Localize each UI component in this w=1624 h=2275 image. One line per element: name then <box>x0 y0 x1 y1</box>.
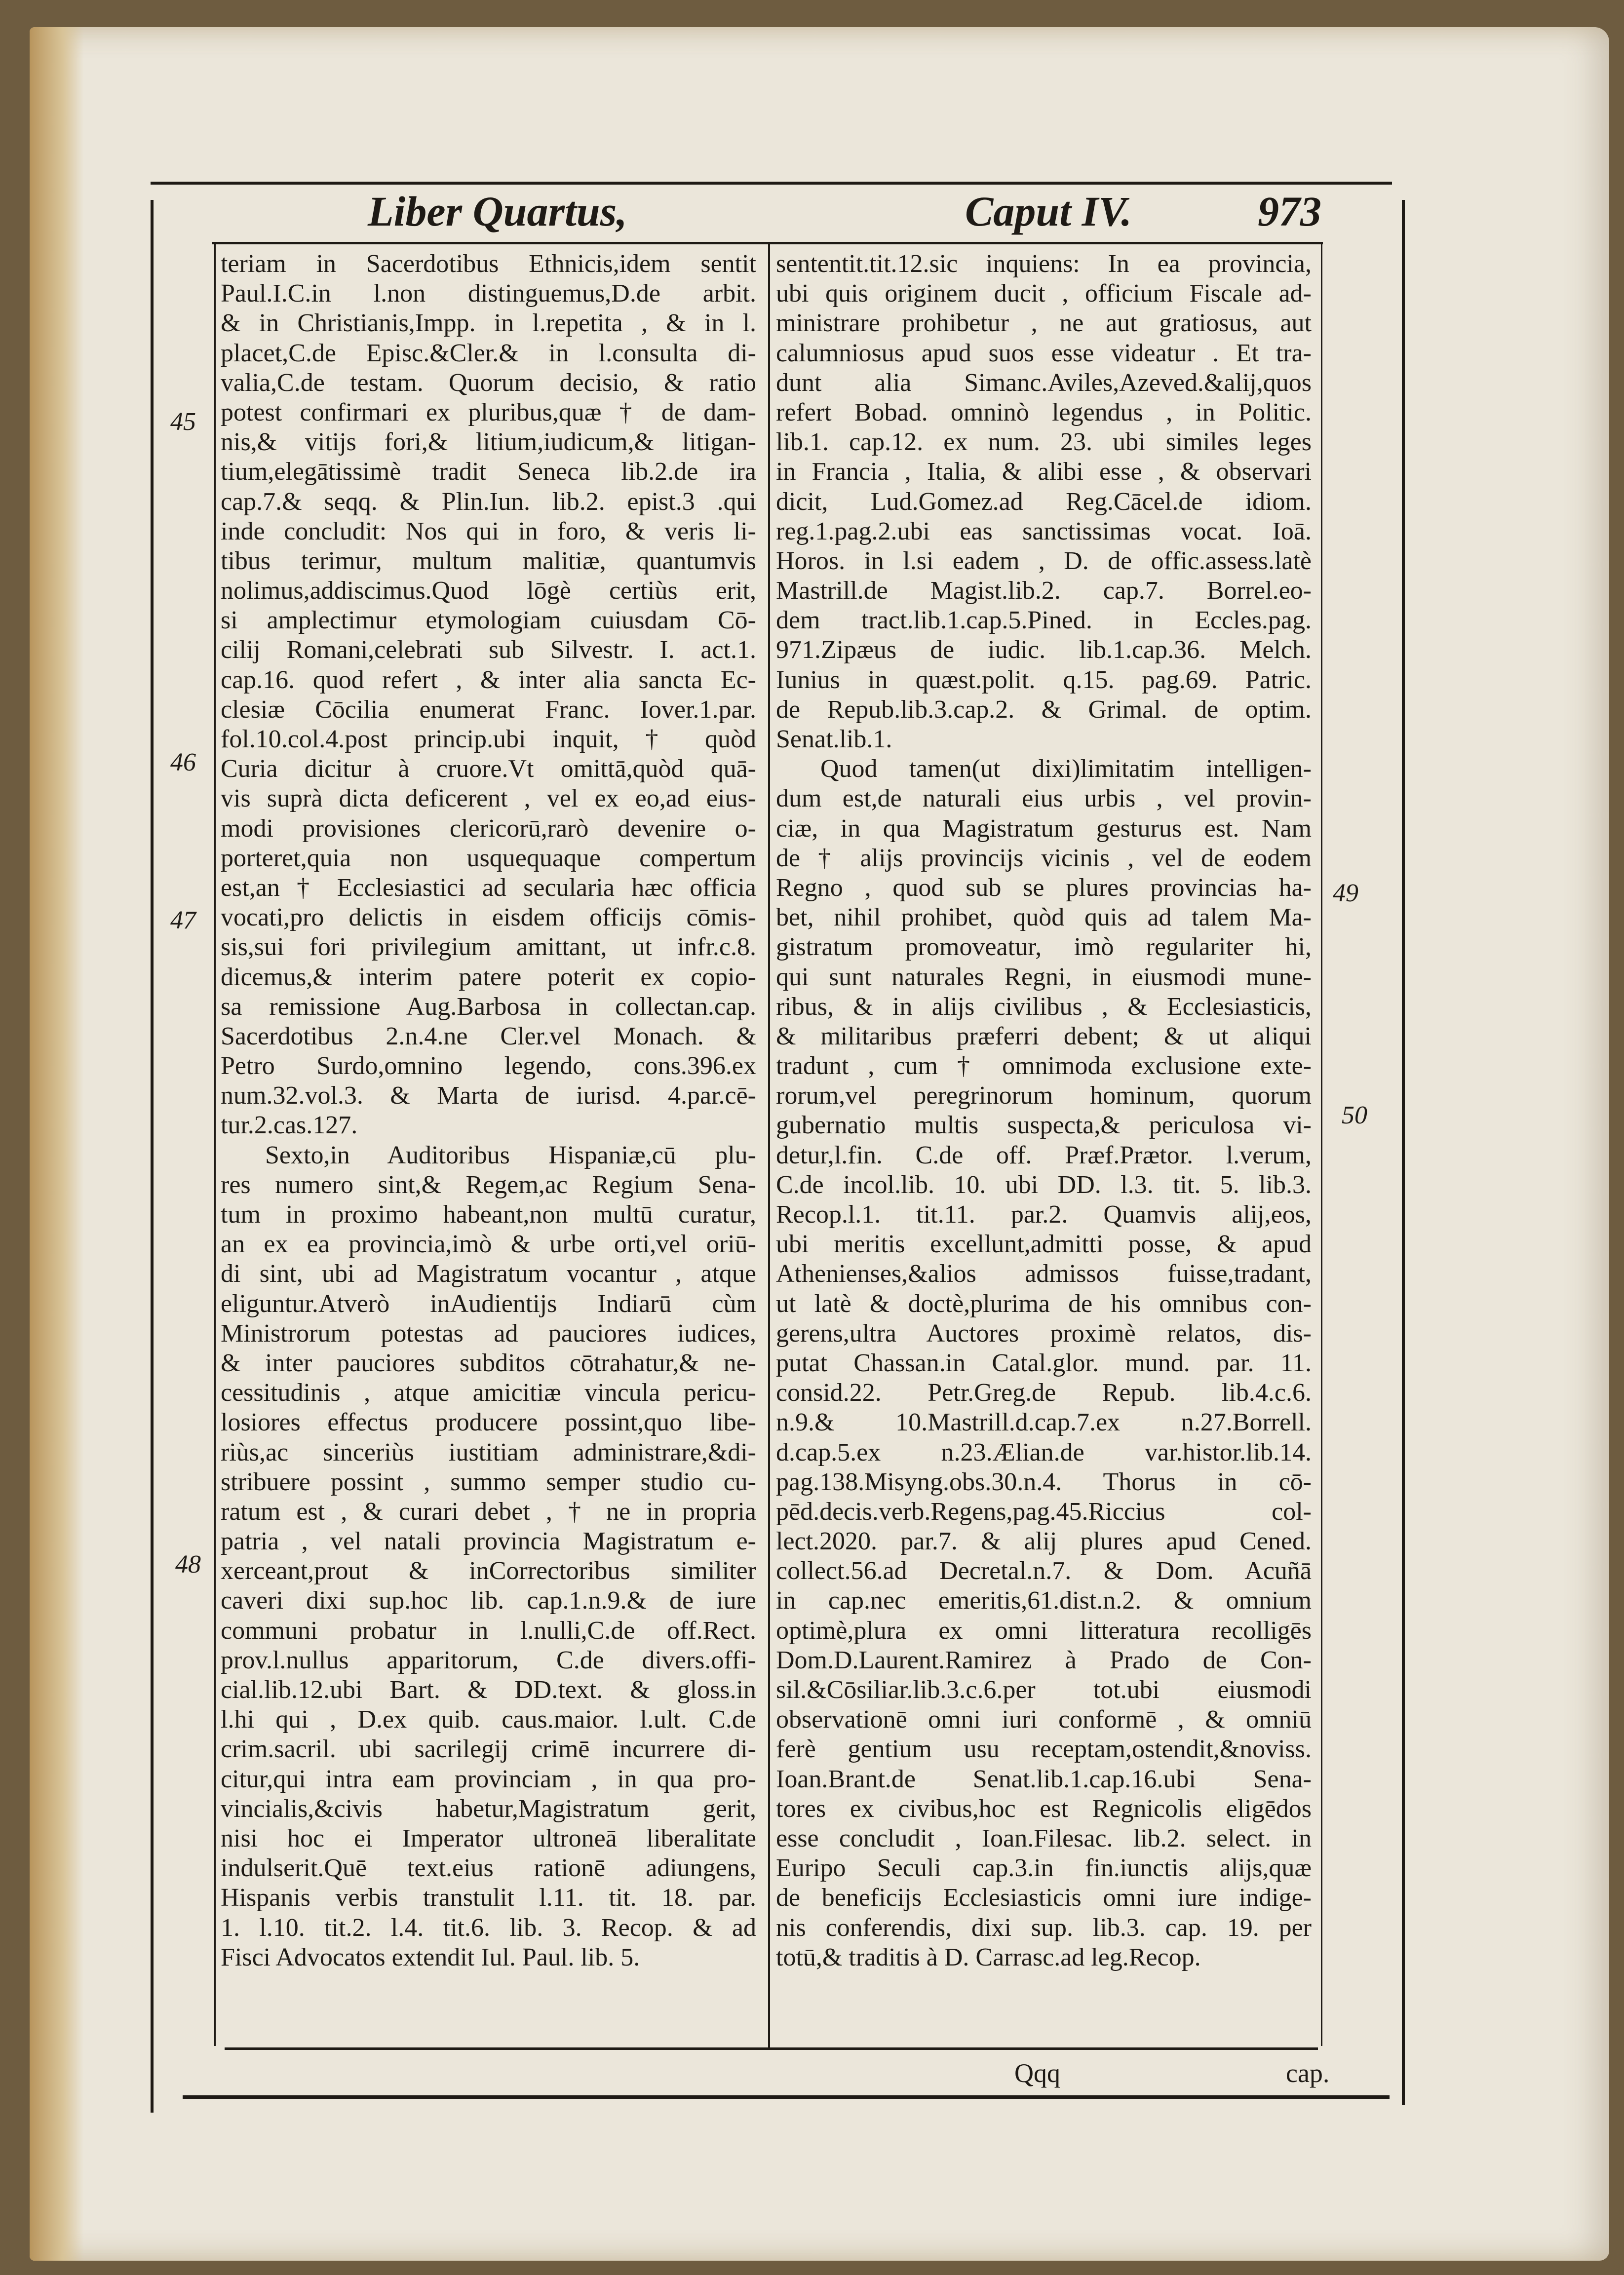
text-line: cap.16. quod refert , & inter alia sancta Ec- <box>221 665 756 694</box>
text-line: res numero sint,& Regem,ac Regium Sena- <box>221 1170 756 1199</box>
text-line: ut latè & doctè,plurima de his omnibus con- <box>776 1289 1312 1318</box>
text-line: stribuere possint , summo semper studio cu- <box>221 1467 756 1496</box>
text-line: consid.22. Petr.Greg.de Repub. lib.4.c.6. <box>776 1379 1312 1407</box>
text-line: cial.lib.12.ubi Bart. & DD.text. & gloss.in <box>221 1676 756 1704</box>
text-line: crim.sacril. ubi sacrilegij crimē incurrere di- <box>221 1735 756 1764</box>
text-line: Horos. in l.si eadem , D. de offic.assess.latè <box>776 546 1312 575</box>
text-line: sententit.tit.12.sic inquiens: In ea provincia, <box>776 250 1312 278</box>
frame-rule-left <box>151 200 154 2113</box>
text-line: tum in proximo habeant,non multū curatur, <box>221 1200 756 1229</box>
text-line: potest confirmari ex pluribus,quæ † de dam- <box>221 398 756 426</box>
margin-number: 45 <box>170 408 196 436</box>
margin-number: 46 <box>170 748 196 776</box>
text-line: in cap.nec emeritis,61.dist.n.2. & omnium <box>776 1586 1312 1615</box>
text-line: sil.&Cōsiliar.lib.3.c.6.per tot.ubi eiusmodi <box>776 1676 1312 1704</box>
text-line: putat Chassan.in Catal.glor. mund. par. 11. <box>776 1349 1312 1377</box>
frame-rule-top <box>151 182 1392 185</box>
text-line: Mastrill.de Magist.lib.2. cap.7. Borrel.eo- <box>776 577 1312 605</box>
text-line: tium,elegātissimè tradit Seneca lib.2.de ira <box>221 458 756 486</box>
text-line: clesiæ Cōcilia enumerat Franc. Iover.1.par. <box>221 695 756 724</box>
text-line: teriam in Sacerdotibus Ethnicis,idem sentit <box>221 250 756 278</box>
frame-rule-right <box>1402 200 1405 2105</box>
margin-number: 48 <box>175 1550 201 1579</box>
text-line: optimè,plura ex omni litteratura recolligēs <box>776 1616 1312 1645</box>
text-line: ubi quis originem ducit , officium Fiscale ad- <box>776 279 1312 308</box>
text-line: de Repub.lib.3.cap.2. & Grimal. de optim. <box>776 695 1312 724</box>
text-line: vis suprà dicta deficerent , vel ex eo,ad eius- <box>221 784 756 813</box>
text-line: sa remissione Aug.Barbosa in collectan.cap. <box>221 992 756 1021</box>
running-head-chapter: Caput IV. <box>965 188 1132 235</box>
text-line: eliguntur.Atverò inAudientijs Indiarū cùm <box>221 1289 756 1318</box>
text-line: tur.2.cas.127. <box>221 1111 358 1140</box>
text-line: inde concludit: Nos qui in foro, & veris li- <box>221 517 756 545</box>
text-line: Senat.lib.1. <box>776 725 892 753</box>
text-line: collect.56.ad Decretal.n.7. & Dom. Acuñā <box>776 1557 1312 1585</box>
text-line: pag.138.Misyng.obs.30.n.4. Thorus in cō- <box>776 1467 1312 1496</box>
text-line: ferè gentium usu receptam,ostendit,&noviss. <box>776 1735 1312 1764</box>
text-line: dunt alia Simanc.Aviles,Azeved.&alij,quos <box>776 368 1312 397</box>
text-line: Ioan.Brant.de Senat.lib.1.cap.16.ubi Sena- <box>776 1765 1312 1793</box>
text-line: valia,C.de testam. Quorum decisio, & ratio <box>221 368 756 397</box>
text-line: Ministrorum potestas ad pauciores iudices, <box>221 1319 756 1348</box>
text-line: ciæ, in qua Magistratum gesturus est. Nam <box>776 814 1312 843</box>
signature-mark: Qqq <box>1014 2058 1060 2088</box>
text-line: totū,& traditis à D. Carrasc.ad leg.Recop. <box>776 1943 1201 1971</box>
text-line: & inter pauciores subditos cōtrahatur,& ne- <box>221 1349 756 1377</box>
text-line: dicit, Lud.Gomez.ad Reg.Cācel.de idiom. <box>776 487 1312 516</box>
text-line: pēd.decis.verb.Regens,pag.45.Riccius col- <box>776 1497 1312 1526</box>
text-line: prov.l.nullus apparitorum, C.de divers.offi- <box>221 1646 756 1674</box>
right-text-column <box>776 249 1312 1972</box>
page-number: 973 <box>1258 188 1321 235</box>
text-line: Iunius in quæst.polit. q.15. pag.69. Patric. <box>776 665 1312 694</box>
text-line: vocati,pro delictis in eisdem officijs cōmis- <box>221 903 756 932</box>
text-line: Hispanis verbis transtulit l.11. tit. 18. par. <box>221 1884 756 1912</box>
text-line: Quod tamen(ut dixi)limitatim intelligen- <box>820 755 1312 783</box>
text-line: citur,qui intra eam provinciam , in qua pro- <box>221 1765 756 1793</box>
text-line: ribus, & in alijs civilibus , & Ecclesiasticis, <box>776 992 1312 1021</box>
text-line: nisi hoc ei Imperator ultroneā liberalitate <box>221 1824 756 1852</box>
text-line: tradunt , cum † omnimoda exclusione exte- <box>776 1052 1312 1080</box>
text-line: cessitudinis , atque amicitiæ vincula pericu- <box>221 1379 756 1407</box>
catchword: cap. <box>1286 2058 1330 2088</box>
text-line: l.hi qui , D.ex quib. caus.maior. l.ult. C.de <box>221 1705 756 1734</box>
text-line: Sexto,in Auditoribus Hispaniæ,cū plu- <box>265 1141 756 1169</box>
text-line: si amplectimur etymologiam cuiusdam Cō- <box>221 606 756 635</box>
column-divider <box>768 244 770 2048</box>
text-line: sis,sui fori privilegium amittant, ut infr.c.8. <box>221 933 756 962</box>
text-line: ministrare prohibetur , ne aut gratiosus, aut <box>776 309 1312 338</box>
text-line: dicemus,& interim patere poterit ex copio- <box>221 963 756 991</box>
text-line: cap.7.& seqq. & Plin.Iun. lib.2. epist.3 .qui <box>221 487 756 516</box>
text-line: gubernatio multis suspecta,& periculosa vi- <box>776 1111 1312 1140</box>
text-line: patria , vel natali provincia Magistratum e- <box>221 1527 756 1556</box>
text-line: xerceant,prout & inCorrectoribus similiter <box>221 1557 756 1585</box>
text-line: vincialis,&civis habetur,Magistratum gerit, <box>221 1794 756 1823</box>
text-line: Petro Surdo,omnino legendo, cons.396.ex <box>221 1052 756 1080</box>
text-line: placet,C.de Episc.&Cler.& in l.consulta di- <box>221 339 756 367</box>
text-line: detur,l.fin. C.de off. Præf.Prætor. l.verum, <box>776 1141 1312 1169</box>
text-line: n.9.& 10.Mastrill.d.cap.7.ex n.27.Borrell. <box>776 1408 1312 1437</box>
text-line: nolimus,addiscimus.Quod lōgè certiùs erit, <box>221 577 756 605</box>
margin-number: 47 <box>170 906 196 934</box>
text-line: calumniosus apud suos esse videatur . Et tra- <box>776 339 1312 367</box>
text-line: nis conferendis, dixi sup. lib.3. cap. 19. per <box>776 1913 1312 1942</box>
text-line: indulserit.Quē text.eius rationē adiungens, <box>221 1854 756 1883</box>
text-line: lib.1. cap.12. ex num. 23. ubi similes leges <box>776 428 1312 457</box>
text-line: dum est,de naturali eius urbis , vel provin- <box>776 784 1312 813</box>
text-line: gistratum promoveatur, imò regulariter hi, <box>776 933 1312 962</box>
text-line: refert Bobad. omninò legendus , in Politic. <box>776 398 1312 426</box>
text-line: di sint, ubi ad Magistratum vocantur , atque <box>221 1260 756 1288</box>
text-line: est,an † Ecclesiastici ad secularia hæc officia <box>221 873 756 902</box>
text-line: modi provisiones clericorū,rarò devenire o- <box>221 814 756 843</box>
text-line: 971.Zipæus de iudic. lib.1.cap.36. Melch. <box>776 636 1312 664</box>
inner-rule-left <box>214 244 216 2046</box>
text-line: in Francia , Italia, & alibi esse , & observari <box>776 458 1312 486</box>
text-line: 1. l.10. tit.2. l.4. tit.6. lib. 3. Recop. & ad <box>221 1913 756 1942</box>
text-line: losiores effectus producere possint,quo libe- <box>221 1408 756 1437</box>
text-line: d.cap.5.ex n.23.Ælian.de var.histor.lib.14. <box>776 1438 1312 1466</box>
text-line: de † alijs provincijs vicinis , vel de eodem <box>776 844 1312 872</box>
text-line: Fisci Advocatos extendit Iul. Paul. lib. 5. <box>221 1943 640 1971</box>
text-line: nis,& vitijs fori,& litium,iudicum,& litigan- <box>221 428 756 457</box>
inner-rule-right <box>1321 244 1322 2046</box>
text-line: bet, nihil prohibet, quòd quis ad talem Ma- <box>776 903 1312 932</box>
text-line: fol.10.col.4.post princip.ubi inquit, † quòd <box>221 725 756 753</box>
text-line: lect.2020. par.7. & alij plures apud Cened. <box>776 1527 1312 1556</box>
text-line: dem tract.lib.1.cap.5.Pined. in Eccles.pag. <box>776 606 1312 635</box>
text-line: tores ex civibus,hoc est Regnicolis eligēdos <box>776 1794 1312 1823</box>
margin-number: 50 <box>1342 1101 1367 1129</box>
margin-number: 49 <box>1333 879 1358 907</box>
text-line: esse concludit , Ioan.Filesac. lib.2. select. in <box>776 1824 1312 1852</box>
text-line: Dom.D.Laurent.Ramirez à Prado de Con- <box>776 1646 1312 1674</box>
text-line: gerens,ultra Auctores proximè relatos, dis- <box>776 1319 1312 1348</box>
text-line: observationē omni iuri conformē , & omniū <box>776 1705 1312 1734</box>
text-line: Paul.I.C.in l.non distinguemus,D.de arbit. <box>221 279 756 308</box>
text-line: caveri dixi sup.hoc lib. cap.1.n.9.& de iure <box>221 1586 756 1615</box>
text-line: Regno , quod sub se plures provincias ha- <box>776 873 1312 902</box>
binding-gutter <box>30 27 84 2261</box>
text-line: Curia dicitur à cruore.Vt omittā,quòd quā- <box>221 755 756 783</box>
text-line: communi probatur in l.nulli,C.de off.Rect. <box>221 1616 756 1645</box>
left-text-column <box>221 249 756 1972</box>
text-line: cilij Romani,celebrati sub Silvestr. I. act.1. <box>221 636 756 664</box>
text-line: Euripo Seculi cap.3.in fin.iunctis alijs,quæ <box>776 1854 1312 1883</box>
text-line: Athenienses,&alios admissos fuisse,tradant, <box>776 1260 1312 1288</box>
text-line: & militaribus præferri debent; & ut aliqui <box>776 1022 1312 1050</box>
text-line: de beneficijs Ecclesiasticis omni iure indige- <box>776 1884 1312 1912</box>
text-line: ratum est , & curari debet , † ne in propria <box>221 1497 756 1526</box>
text-line: riùs,ac sinceriùs iustitiam administrare,&di- <box>221 1438 756 1466</box>
text-line: an ex ea provincia,imò & urbe orti,vel oriū- <box>221 1230 756 1259</box>
header-rule <box>212 242 1323 244</box>
text-line: Recop.l.1. tit.11. par.2. Quamvis alij,eos, <box>776 1200 1312 1229</box>
text-line: Sacerdotibus 2.n.4.ne Cler.vel Monach. & <box>221 1022 756 1050</box>
text-line: ubi meritis excellunt,admitti posse, & apud <box>776 1230 1312 1259</box>
text-line: reg.1.pag.2.ubi eas sanctissimas vocat. Ioā. <box>776 517 1312 545</box>
text-line: rorum,vel peregrinorum hominum, quorum <box>776 1081 1312 1110</box>
text-line: num.32.vol.3. & Marta de iurisd. 4.par.cē- <box>221 1081 756 1110</box>
footer-rule <box>225 2047 1318 2050</box>
text-line: & in Christianis,Impp. in l.repetita , & in l. <box>221 309 756 338</box>
running-head-book: Liber Quartus, <box>368 188 627 235</box>
text-line: tibus terimur, multum malitiæ, quantumvis <box>221 546 756 575</box>
text-line: qui sunt naturales Regni, in eiusmodi mune- <box>776 963 1312 991</box>
text-line: porteret,quia non usquequaque compertum <box>221 844 756 872</box>
frame-rule-bottom <box>183 2095 1390 2099</box>
text-line: C.de incol.lib. 10. ubi DD. l.3. tit. 5. lib.3. <box>776 1170 1312 1199</box>
